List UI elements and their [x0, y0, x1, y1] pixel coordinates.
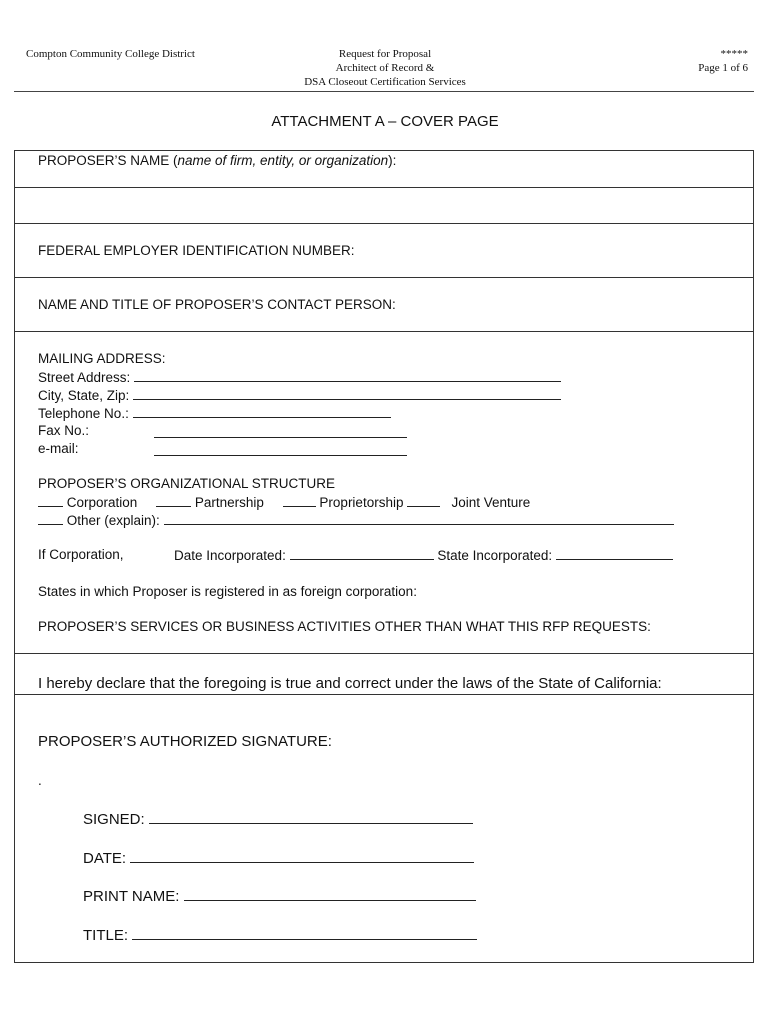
mailing-address-heading: MAILING ADDRESS: — [38, 351, 166, 366]
print-name-field[interactable] — [184, 887, 476, 901]
other-checkbox[interactable] — [38, 511, 63, 525]
page-title: ATTACHMENT A – COVER PAGE — [271, 113, 499, 130]
org-structure-heading: PROPOSER’S ORGANIZATIONAL STRUCTURE — [38, 476, 336, 491]
rfp-title-line2: Architect of Record & — [335, 62, 435, 74]
corporation-checkbox[interactable] — [38, 493, 63, 507]
state-incorporated-field[interactable] — [556, 546, 673, 560]
fax-label: Fax No.: — [38, 423, 90, 438]
partnership-checkbox[interactable] — [156, 493, 191, 507]
fein-line[interactable] — [15, 277, 753, 278]
email-field[interactable] — [154, 442, 407, 456]
date-row: DATE: — [83, 849, 474, 868]
other-explain-field[interactable] — [164, 511, 674, 525]
title-row: TITLE: — [83, 926, 477, 945]
proposer-name-line-1[interactable] — [15, 187, 753, 188]
page-marker: ***** — [720, 48, 748, 60]
street-address-field[interactable] — [134, 368, 561, 382]
district-name: Compton Community College District — [26, 48, 195, 60]
date-incorporated-field[interactable] — [290, 546, 434, 560]
cover-page-form — [14, 150, 754, 963]
fax-field[interactable] — [154, 424, 407, 438]
signed-field[interactable] — [149, 810, 473, 824]
declaration-text: I hereby declare that the foregoing is true and correct under the laws of the State of California: — [38, 675, 662, 692]
rfp-title-block — [260, 47, 510, 89]
joint-venture-checkbox[interactable] — [407, 493, 440, 507]
signature-heading: PROPOSER’S AUTHORIZED SIGNATURE: — [38, 733, 332, 750]
contact-person-label: NAME AND TITLE OF PROPOSER’S CONTACT PERSON: — [38, 297, 396, 312]
declaration-line — [15, 694, 753, 695]
city-state-zip-row: City, State, Zip: — [38, 386, 561, 405]
rfp-title-line3: DSA Closeout Certification Services — [304, 76, 466, 88]
services-label: PROPOSER’S SERVICES OR BUSINESS ACTIVITIES OTHER THAN WHAT THIS RFP REQUESTS: — [38, 619, 651, 634]
signature-dot: . — [38, 773, 42, 788]
page-number: Page 1 of 6 — [698, 62, 748, 74]
proposer-name-line-2[interactable] — [15, 223, 753, 224]
telephone-row: Telephone No.: — [38, 404, 391, 423]
contact-person-line[interactable] — [15, 331, 753, 332]
incorporation-row: Date Incorporated: State Incorporated: — [174, 546, 673, 565]
email-label: e-mail: — [38, 441, 79, 456]
title-field[interactable] — [132, 926, 477, 940]
proposer-name-label: PROPOSER’S NAME (name of firm, entity, or organization): — [38, 153, 397, 168]
rfp-title-line1: Request for Proposal — [338, 48, 432, 60]
telephone-field[interactable] — [133, 404, 391, 418]
other-structure-row: Other (explain): — [38, 511, 674, 530]
street-address-row: Street Address: — [38, 368, 561, 387]
fein-label: FEDERAL EMPLOYER IDENTIFICATION NUMBER: — [38, 243, 355, 258]
print-name-row: PRINT NAME: — [83, 887, 476, 906]
header-divider — [14, 91, 754, 92]
city-state-zip-field[interactable] — [133, 386, 561, 400]
page-info — [698, 47, 748, 75]
services-line[interactable] — [15, 653, 753, 654]
date-field[interactable] — [130, 849, 474, 863]
signed-row: SIGNED: — [83, 810, 473, 829]
proprietorship-checkbox[interactable] — [283, 493, 316, 507]
foreign-states-label: States in which Proposer is registered in as foreign corporation: — [38, 584, 417, 599]
org-structure-options: Corporation Partnership Proprietorship Joint Venture — [38, 493, 530, 512]
if-corporation-label: If Corporation, — [38, 547, 124, 562]
